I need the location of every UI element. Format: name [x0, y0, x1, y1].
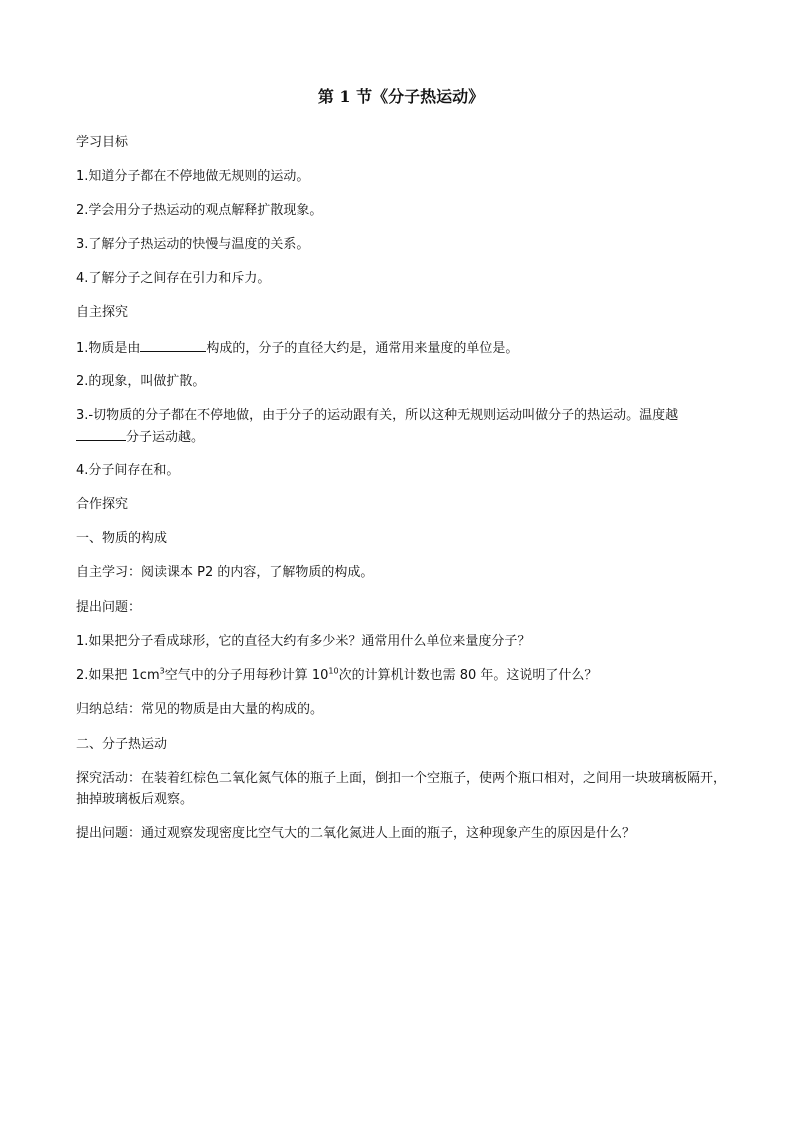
q1-text-a: 1.物质是由	[76, 341, 141, 356]
self-explore-heading: 自主探究	[76, 305, 129, 320]
section1-ask: 提出问题：	[76, 600, 142, 615]
goals-heading: 学习目标	[76, 135, 129, 150]
section1-q2	[76, 665, 726, 686]
fill-blank	[76, 426, 126, 441]
superscript-exponent: 10	[328, 666, 339, 676]
self-explore-q1	[76, 337, 726, 359]
page-title: 第 1 节《分子热运动》	[317, 87, 485, 106]
section2-heading: 二、分子热运动	[76, 737, 168, 752]
q1-text-b: 构成的，分子的直径大约是，通常用来量度的单位是。	[206, 341, 519, 356]
coop-explore-heading: 合作探究	[76, 497, 129, 512]
self-explore-q4: 4.分子间存在和。	[76, 463, 180, 478]
q2-text-b: 空气中的分子用每秒计算 10	[164, 668, 329, 683]
q2-text-c: 次的计算机计数也需 80 年。这说明了什么？	[338, 668, 598, 683]
section1-summary: 归纳总结：常见的物质是由大量的构成的。	[76, 702, 324, 717]
section1-q1: 1.如果把分子看成球形，它的直径大约有多少米？通常用什么单位来量度分子？	[76, 634, 531, 649]
section1-heading: 一、物质的构成	[76, 531, 168, 546]
self-explore-q3	[76, 405, 726, 448]
goal-item-4: 4.了解分子之间存在引力和斥力。	[76, 271, 271, 286]
section2-activity: 探究活动：在装着红棕色二氧化氮气体的瓶子上面，倒扣一个空瓶子，使两个瓶口相对，之间用一块玻璃板隔开，抽掉玻璃板后观察。	[76, 771, 727, 807]
q3-text-a: 3.-切物质的分子都在不停地做，由于分子的运动跟有关，所以这种无规则运动叫做分子的热运动。温度越	[76, 408, 679, 423]
section2-ask: 提出问题：通过观察发现密度比空气大的二氧化氮进人上面的瓶子，这种现象产生的原因是什么？	[76, 826, 636, 841]
fill-blank	[140, 337, 206, 352]
q3-text-b: 分子运动越。	[126, 430, 205, 445]
goal-item-1: 1.知道分子都在不停地做无规则的运动。	[76, 169, 310, 184]
self-explore-q2: 2.的现象，叫做扩散。	[76, 374, 206, 389]
section1-study: 自主学习：阅读课本 P2 的内容，了解物质的构成。	[76, 565, 374, 580]
goal-item-2: 2.学会用分子热运动的观点解释扩散现象。	[76, 203, 323, 218]
q2-text-a: 2.如果把 1cm	[76, 668, 160, 683]
superscript-cube: 3	[159, 666, 165, 676]
goal-item-3: 3.了解分子热运动的快慢与温度的关系。	[76, 237, 310, 252]
